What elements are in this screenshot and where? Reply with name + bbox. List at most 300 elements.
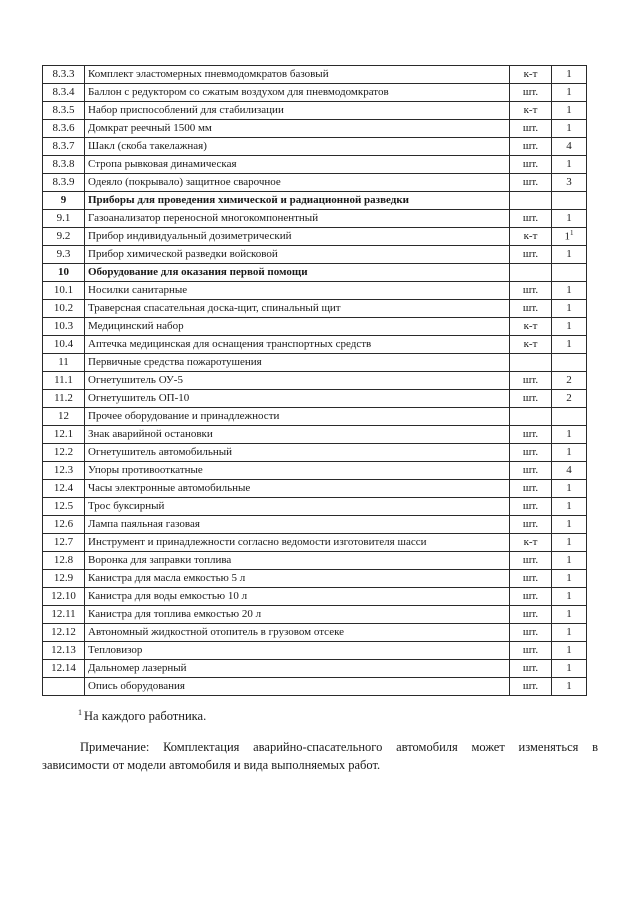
cell-unit-text: шт. [522, 644, 539, 657]
cell-unit-text: шт. [522, 500, 539, 513]
cell-number [43, 102, 85, 120]
cell-name-text: Канистра для воды емкостью 10 л [88, 590, 248, 603]
cell-unit [510, 120, 552, 138]
cell-unit [510, 372, 552, 390]
cell-number-text: 12.7 [53, 536, 74, 549]
note-paragraph: Примечание: Комплектация аварийно-спасательного автомобиля может изменяться в зависимости от модели автомобиля и вида выполняемых работ. [42, 740, 598, 772]
cell-number-text: 8.3.7 [52, 140, 75, 153]
cell-name-text: Комплект эластомерных пневмодомкратов базовый [88, 68, 329, 81]
table-row [43, 84, 587, 102]
cell-number [43, 480, 85, 498]
cell-name [85, 120, 510, 138]
cell-quantity-text: 2 [566, 374, 572, 387]
table-row [43, 372, 587, 390]
cell-quantity-text: 1 [566, 662, 572, 675]
cell-unit-text: шт. [522, 122, 539, 135]
cell-name-text: Первичные средства пожаротушения [88, 356, 262, 369]
table-row [43, 390, 587, 408]
cell-number-text: 12.10 [51, 590, 76, 603]
cell-unit-text: шт. [522, 590, 539, 603]
cell-name-text: Приборы для проведения химической и радиационной разведки [88, 194, 409, 207]
cell-quantity-text: 1 [566, 572, 572, 585]
cell-name-text: Газоанализатор переносной многокомпонентный [88, 212, 319, 225]
cell-quantity-text: 1 [566, 212, 572, 225]
cell-name [85, 444, 510, 462]
cell-quantity [552, 678, 587, 696]
cell-name [85, 66, 510, 84]
cell-name-text: Медицинский набор [88, 320, 184, 333]
cell-quantity [552, 570, 587, 588]
table-section-row [43, 264, 587, 282]
cell-unit [510, 462, 552, 480]
cell-number-text: 8.3.6 [52, 122, 75, 135]
cell-quantity [552, 354, 587, 372]
cell-number-text: 11 [58, 356, 69, 369]
cell-name [85, 336, 510, 354]
cell-quantity [552, 480, 587, 498]
cell-number [43, 426, 85, 444]
cell-name [85, 102, 510, 120]
table-row [43, 606, 587, 624]
cell-unit-text: шт. [522, 374, 539, 387]
cell-number [43, 174, 85, 192]
cell-name [85, 354, 510, 372]
cell-quantity [552, 138, 587, 156]
cell-number-text: 12.9 [53, 572, 74, 585]
cell-quantity-text: 1 [566, 536, 572, 549]
cell-number [43, 570, 85, 588]
cell-number [43, 642, 85, 660]
cell-unit [510, 264, 552, 282]
cell-quantity [552, 192, 587, 210]
cell-unit-text: шт. [522, 140, 539, 153]
cell-name-text: Оборудование для оказания первой помощи [88, 266, 308, 279]
cell-quantity [552, 606, 587, 624]
table-row [43, 660, 587, 678]
equipment-table-body [43, 66, 587, 696]
cell-quantity-text: 3 [566, 176, 572, 189]
cell-unit [510, 678, 552, 696]
cell-unit [510, 336, 552, 354]
cell-number-text: 11.2 [54, 392, 73, 405]
cell-name [85, 426, 510, 444]
cell-name [85, 84, 510, 102]
cell-quantity [552, 588, 587, 606]
cell-quantity-text: 1 [566, 644, 572, 657]
cell-number [43, 462, 85, 480]
cell-unit-text: шт. [522, 302, 539, 315]
table-row [43, 102, 587, 120]
cell-name-text: Тепловизор [88, 644, 143, 657]
cell-number-text: 12.5 [53, 500, 74, 513]
cell-number-text: 10.3 [53, 320, 74, 333]
cell-number [43, 264, 85, 282]
cell-name-text: Трос буксирный [88, 500, 165, 513]
cell-quantity [552, 66, 587, 84]
cell-unit-text: шт. [522, 572, 539, 585]
cell-number [43, 372, 85, 390]
table-row [43, 570, 587, 588]
cell-unit [510, 408, 552, 426]
cell-quantity [552, 444, 587, 462]
cell-unit [510, 174, 552, 192]
cell-unit [510, 480, 552, 498]
cell-number [43, 138, 85, 156]
cell-number [43, 318, 85, 336]
cell-number-text: 11.1 [54, 374, 73, 387]
cell-quantity-text: 1 [566, 680, 572, 693]
cell-number [43, 156, 85, 174]
cell-unit [510, 552, 552, 570]
cell-unit-text: шт. [522, 446, 539, 459]
table-row [43, 642, 587, 660]
cell-unit [510, 318, 552, 336]
cell-name-text: Стропа рывковая динамическая [88, 158, 237, 171]
cell-unit [510, 624, 552, 642]
cell-unit [510, 588, 552, 606]
cell-name-text: Прочее оборудование и принадлежности [88, 410, 280, 423]
cell-number-text: 9 [60, 194, 67, 207]
cell-number-text: 12.6 [53, 518, 74, 531]
cell-name-text: Автономный жидкостной отопитель в грузовом отсеке [88, 626, 345, 639]
cell-unit-text: к-т [523, 320, 538, 333]
cell-unit-text: шт. [522, 428, 539, 441]
cell-quantity [552, 174, 587, 192]
table-section-row [43, 408, 587, 426]
equipment-table [42, 65, 587, 696]
cell-quantity [552, 408, 587, 426]
table-row [43, 318, 587, 336]
cell-number [43, 606, 85, 624]
cell-name [85, 678, 510, 696]
cell-quantity-text: 4 [566, 464, 572, 477]
cell-name-text: Шакл (скоба такелажная) [88, 140, 207, 153]
cell-quantity-text: 1 [566, 338, 572, 351]
cell-quantity-text: 1 [566, 122, 572, 135]
cell-name-text: Огнетушитель ОП-10 [88, 392, 190, 405]
cell-name [85, 300, 510, 318]
cell-quantity-text: 1 [566, 284, 572, 297]
cell-number [43, 534, 85, 552]
cell-unit-text: шт. [522, 158, 539, 171]
cell-unit-text: шт. [522, 662, 539, 675]
cell-unit [510, 426, 552, 444]
cell-quantity [552, 156, 587, 174]
cell-number [43, 444, 85, 462]
table-row [43, 156, 587, 174]
cell-name-text: Домкрат реечный 1500 мм [88, 122, 212, 135]
cell-number [43, 210, 85, 228]
table-row [43, 534, 587, 552]
cell-name [85, 660, 510, 678]
cell-name [85, 282, 510, 300]
cell-unit-text: шт. [522, 680, 539, 693]
cell-number-text: 9.3 [56, 248, 71, 261]
cell-unit [510, 390, 552, 408]
cell-name [85, 552, 510, 570]
cell-unit-text: шт. [522, 608, 539, 621]
cell-unit-text: шт. [522, 392, 539, 405]
cell-quantity-text: 1 [566, 482, 572, 495]
cell-number [43, 408, 85, 426]
cell-unit-text: к-т [523, 104, 538, 117]
cell-number-text: 8.3.3 [52, 68, 75, 81]
table-row [43, 480, 587, 498]
cell-number [43, 192, 85, 210]
cell-name [85, 606, 510, 624]
cell-quantity-text: 1 [566, 626, 572, 639]
table-row [43, 498, 587, 516]
cell-quantity-text: 1 [566, 320, 572, 333]
footnote-text: На каждого работника. [84, 709, 207, 724]
table-row [43, 120, 587, 138]
cell-unit [510, 354, 552, 372]
cell-unit [510, 606, 552, 624]
cell-number-text: 12.11 [51, 608, 76, 621]
cell-number [43, 84, 85, 102]
cell-number-text: 8.3.4 [52, 86, 75, 99]
cell-quantity-text: 1 [566, 104, 572, 117]
cell-quantity [552, 120, 587, 138]
cell-name [85, 210, 510, 228]
cell-name [85, 516, 510, 534]
table-row [43, 138, 587, 156]
cell-unit [510, 138, 552, 156]
cell-unit [510, 246, 552, 264]
table-section-row [43, 354, 587, 372]
cell-number-text: 12.12 [51, 626, 76, 639]
cell-number-text: 9.1 [56, 212, 71, 225]
cell-name [85, 480, 510, 498]
cell-quantity-text: 1 [566, 302, 572, 315]
table-row [43, 588, 587, 606]
cell-number [43, 588, 85, 606]
cell-quantity [552, 372, 587, 390]
cell-quantity-text: 4 [566, 140, 572, 153]
cell-unit [510, 516, 552, 534]
cell-name-text: Опись оборудования [88, 680, 185, 693]
cell-quantity-text: 1 [566, 248, 572, 261]
cell-unit [510, 282, 552, 300]
table-row [43, 300, 587, 318]
table-row [43, 66, 587, 84]
cell-unit-text: шт. [522, 518, 539, 531]
cell-quantity [552, 246, 587, 264]
cell-name-text: Часы электронные автомобильные [88, 482, 251, 495]
cell-name [85, 264, 510, 282]
cell-unit-text: к-т [523, 68, 538, 81]
cell-quantity [552, 300, 587, 318]
cell-number-text: 8.3.9 [52, 176, 75, 189]
table-row [43, 624, 587, 642]
cell-name [85, 228, 510, 246]
cell-unit [510, 444, 552, 462]
cell-quantity-text: 1 [566, 446, 572, 459]
cell-number-text: 12 [58, 410, 69, 423]
cell-name-text: Прибор индивидуальный дозиметрический [88, 230, 292, 243]
cell-quantity [552, 462, 587, 480]
cell-unit-text: к-т [523, 536, 538, 549]
cell-number [43, 354, 85, 372]
cell-quantity-text: 1 [566, 428, 572, 441]
cell-number-text: 10.4 [53, 338, 74, 351]
cell-name [85, 318, 510, 336]
cell-name-text: Баллон с редуктором со сжатым воздухом для пневмодомкратов [88, 86, 389, 99]
cell-number [43, 390, 85, 408]
table-row [43, 462, 587, 480]
cell-number-text: 12.2 [53, 446, 74, 459]
cell-number-text: 8.3.5 [52, 104, 75, 117]
cell-quantity [552, 84, 587, 102]
cell-quantity [552, 552, 587, 570]
cell-unit-text: к-т [523, 338, 538, 351]
cell-number [43, 120, 85, 138]
table-section-row [43, 192, 587, 210]
cell-quantity [552, 228, 587, 246]
cell-name [85, 372, 510, 390]
table-row [43, 336, 587, 354]
cell-name-text: Дальномер лазерный [88, 662, 187, 675]
cell-unit [510, 156, 552, 174]
cell-name [85, 624, 510, 642]
cell-quantity-text: 1 [566, 554, 572, 567]
cell-name [85, 498, 510, 516]
cell-name-text: Знак аварийной остановки [88, 428, 213, 441]
cell-name-text: Канистра для масла емкостью 5 л [88, 572, 246, 585]
cell-name [85, 156, 510, 174]
cell-number-text: 12.1 [53, 428, 74, 441]
cell-name [85, 174, 510, 192]
cell-name-text: Лампа паяльная газовая [88, 518, 200, 531]
cell-quantity [552, 390, 587, 408]
cell-quantity [552, 102, 587, 120]
table-row [43, 426, 587, 444]
cell-number-text: 10.1 [53, 284, 74, 297]
cell-unit [510, 102, 552, 120]
cell-number-text: 12.8 [53, 554, 74, 567]
table-row [43, 678, 587, 696]
cell-number-text: 10 [58, 266, 69, 279]
cell-quantity-text: 1 [566, 158, 572, 171]
cell-quantity [552, 210, 587, 228]
footnote [78, 708, 206, 724]
cell-quantity [552, 660, 587, 678]
cell-quantity [552, 498, 587, 516]
cell-name [85, 192, 510, 210]
cell-unit [510, 570, 552, 588]
cell-unit [510, 534, 552, 552]
cell-quantity [552, 534, 587, 552]
cell-name [85, 588, 510, 606]
cell-quantity-text: 1 [566, 608, 572, 621]
cell-quantity [552, 624, 587, 642]
cell-number-text: 12.14 [51, 662, 76, 675]
cell-number-text: 12.4 [53, 482, 74, 495]
cell-quantity-text: 1 [566, 518, 572, 531]
cell-quantity [552, 642, 587, 660]
cell-quantity-text: 1 [564, 230, 570, 243]
cell-quantity [552, 264, 587, 282]
cell-unit [510, 84, 552, 102]
cell-name-text: Воронка для заправки топлива [88, 554, 232, 567]
cell-name [85, 246, 510, 264]
cell-unit [510, 192, 552, 210]
cell-name [85, 642, 510, 660]
cell-number-text: 9.2 [56, 230, 71, 243]
cell-unit-text: к-т [523, 230, 538, 243]
cell-quantity-text: 1 [566, 500, 572, 513]
cell-unit-text: шт. [522, 86, 539, 99]
cell-name-text: Огнетушитель ОУ-5 [88, 374, 183, 387]
cell-unit [510, 228, 552, 246]
cell-number [43, 624, 85, 642]
table-row [43, 552, 587, 570]
cell-name-text: Инструмент и принадлежности согласно ведомости изготовителя шасси [88, 536, 427, 549]
table-row [43, 210, 587, 228]
cell-number-text: 12.3 [53, 464, 74, 477]
cell-unit-text: шт. [522, 284, 539, 297]
cell-name-text: Канистра для топлива емкостью 20 л [88, 608, 262, 621]
cell-quantity [552, 318, 587, 336]
cell-number [43, 336, 85, 354]
cell-number [43, 516, 85, 534]
cell-name-text: Аптечка медицинская для оснащения транспортных средств [88, 338, 372, 351]
footnote-reference: 1 [570, 229, 574, 238]
cell-quantity [552, 516, 587, 534]
cell-name-text: Упоры противооткатные [88, 464, 203, 477]
table-row [43, 516, 587, 534]
cell-unit [510, 498, 552, 516]
cell-unit [510, 660, 552, 678]
cell-quantity-text: 1 [566, 68, 572, 81]
cell-number [43, 300, 85, 318]
cell-name [85, 138, 510, 156]
cell-name [85, 462, 510, 480]
cell-quantity-text: 1 [566, 86, 572, 99]
cell-quantity [552, 282, 587, 300]
cell-unit [510, 210, 552, 228]
cell-quantity-text: 1 [566, 590, 572, 603]
table-row [43, 174, 587, 192]
cell-number [43, 246, 85, 264]
cell-unit [510, 66, 552, 84]
footnote-mark: 1 [78, 708, 82, 717]
cell-name [85, 570, 510, 588]
cell-unit-text: шт. [522, 482, 539, 495]
cell-name-text: Набор приспособлений для стабилизации [88, 104, 284, 117]
cell-name-text: Огнетушитель автомобильный [88, 446, 233, 459]
cell-number [43, 66, 85, 84]
cell-name [85, 390, 510, 408]
cell-name [85, 408, 510, 426]
cell-number [43, 678, 85, 696]
cell-number [43, 228, 85, 246]
cell-unit [510, 300, 552, 318]
table-row [43, 282, 587, 300]
cell-unit-text: шт. [522, 554, 539, 567]
cell-number [43, 660, 85, 678]
cell-number-text: 10.2 [53, 302, 74, 315]
cell-name [85, 534, 510, 552]
cell-unit-text: шт. [522, 212, 539, 225]
table-row [43, 246, 587, 264]
table-row [43, 228, 587, 246]
cell-number [43, 552, 85, 570]
cell-number [43, 498, 85, 516]
cell-unit-text: шт. [522, 626, 539, 639]
table-row [43, 444, 587, 462]
cell-name-text: Одеяло (покрывало) защитное сварочное [88, 176, 281, 189]
